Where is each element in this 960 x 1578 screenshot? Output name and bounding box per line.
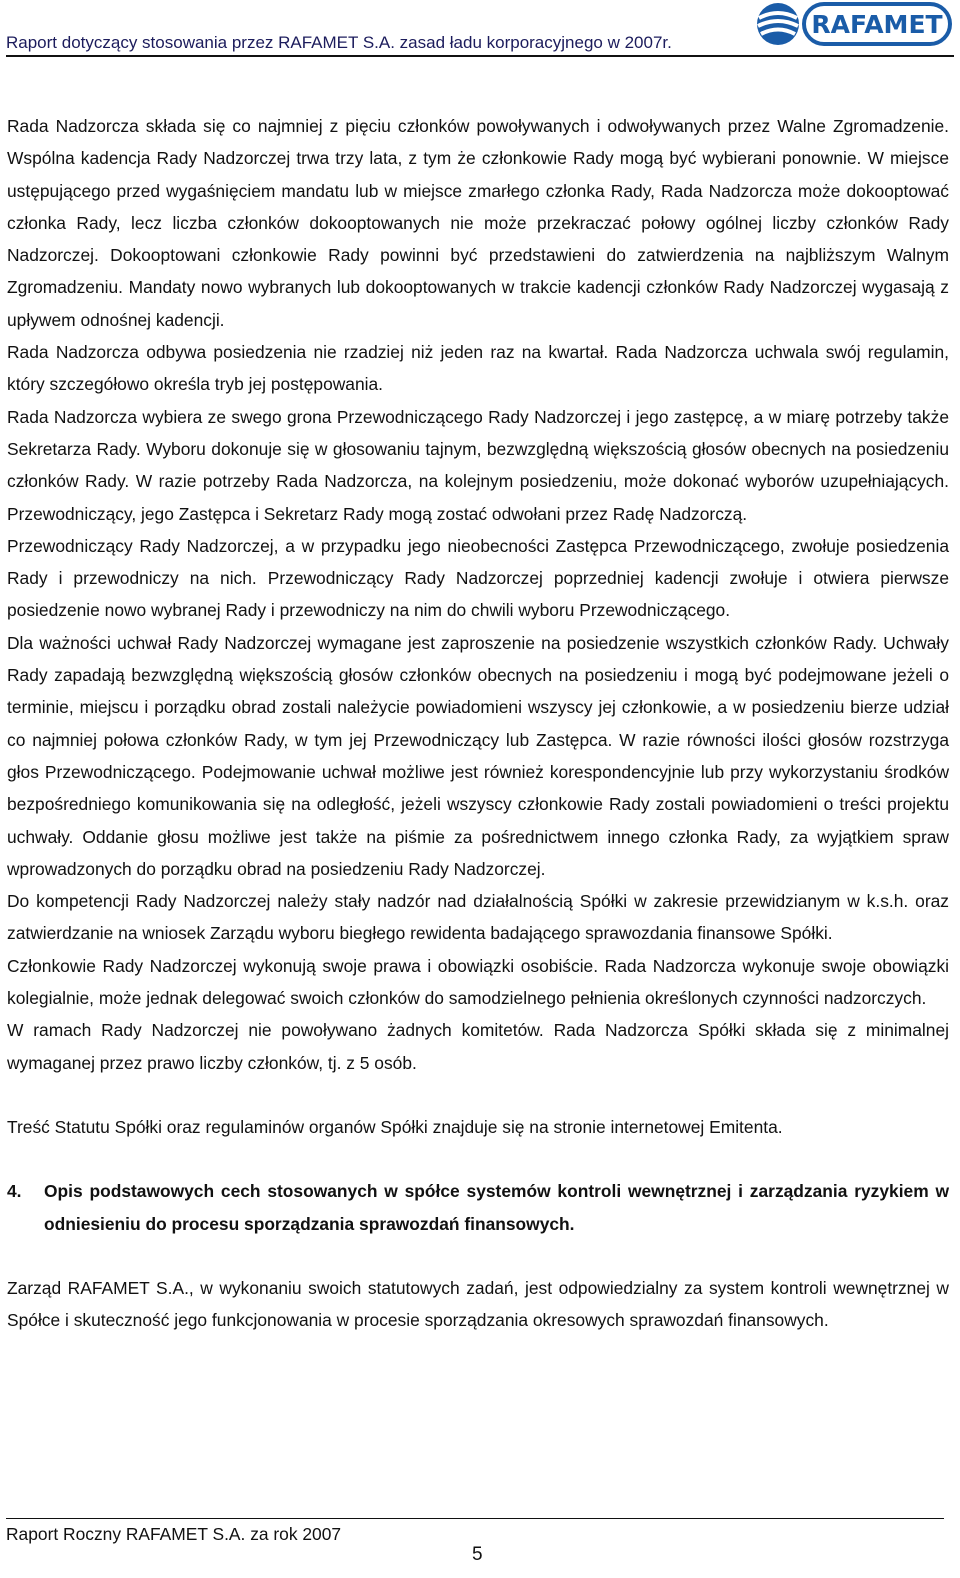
header-divider xyxy=(6,55,954,57)
page-number: 5 xyxy=(472,1544,483,1565)
footer-divider xyxy=(6,1518,944,1519)
rafamet-logo xyxy=(754,0,954,48)
page-footer xyxy=(6,1518,944,1545)
section-heading xyxy=(7,1175,949,1240)
header-title: Raport dotyczący stosowania przez RAFAMET S.A. zasad ładu korporacyjnego w 2007r. xyxy=(6,33,672,52)
paragraph-statute-info: Treść Statutu Spółki oraz regulaminów organów Spółki znajduje się na stronie internetowej Emitenta. xyxy=(7,1116,783,1137)
paragraph-chairman-election: Rada Nadzorcza wybiera ze swego grona Przewodniczącego Rady Nadzorczej i jego zastępcę, a w miarę potrzeby także Sekretarza Rady. Wyboru dokonuje się w głosowaniu tajnym, bezwzględną większością głosów obecnych na posiedzeniu członków Rady. W razie potrzeby Rada Nadzorcza, na kolejnym posiedzeniu, może dokonać wyborów uzupełniających. Przewodniczący, jego Zastępca i Sekretarz Rady mogą zostać odwołani przez Radę Nadzorczą. xyxy=(7,406,949,524)
document-body xyxy=(7,110,949,1336)
globe-icon xyxy=(757,3,799,45)
footer-text: Raport Roczny RAFAMET S.A. za rok 2007 xyxy=(6,1524,342,1544)
paragraph-resolutions: Dla ważności uchwał Rady Nadzorczej wymagane jest zaproszenie na posiedzenie wszystkich członków Rady. Uchwały Rady zapadają bezwzględną większością głosów członków obecnych na posiedzeniu i mogą być podejmowane jeżeli o terminie, miejscu i porządku obrad zostali należycie powiadomieni wszyscy jej członkowie, a w posiedzeniu bierze udział co najmniej połowa członków Rady, w tym jej Przewodniczący lub Zastępca. W razie równości ilości głosów rozstrzyga głos Przewodniczącego. Podejmowanie uchwał możliwe jest również korespondencyjnie lub przy wykorzystaniu środków bezpośredniego komunikowania się na odległość, jeżeli wszyscy członkowie Rady zostali powiadomieni o treści projektu uchwały. Oddanie głosu możliwe jest także na piśmie za pośrednictwem innego członka Rady, za wyjątkiem spraw wprowadzonych do porządku obrad na posiedzeniu Rady Nadzorczej. xyxy=(7,632,949,879)
svg-text:RAFAMET: RAFAMET xyxy=(811,10,943,39)
section-number: 4. xyxy=(7,1181,22,1202)
paragraph-committees: W ramach Rady Nadzorczej nie powoływano żadnych komitetów. Rada Nadzorcza Spółki składa się z minimalnej wymaganej przez prawo liczby członków, tj. z 5 osób. xyxy=(7,1020,949,1073)
section-title: Opis podstawowych cech stosowanych w spółce systemów kontroli wewnętrznej i zarządzania ryzykiem w odniesieniu do procesu sporządzania sprawozdań finansowych. xyxy=(44,1181,949,1234)
paragraph-convening-meetings: Przewodniczący Rady Nadzorczej, a w przypadku jego nieobecności Zastępca Przewodniczącego, zwołuje posiedzenia Rady i przewodniczy na nich. Przewodniczący Rady Nadzorczej poprzedniej kadencji zwołuje i otwiera pierwsze posiedzenie nowo wybranej Rady i przewodniczy na nim do chwili wyboru Przewodniczącego. xyxy=(7,535,949,621)
page-header xyxy=(6,0,954,58)
paragraph-internal-control: Zarząd RAFAMET S.A., w wykonaniu swoich statutowych zadań, jest odpowiedzialny za system kontroli wewnętrznej w Spółce i skuteczność jego funkcjonowania w procesie sporządzania okresowych sprawozdań finansowych. xyxy=(7,1277,949,1331)
paragraph-supervisory-board-composition: Rada Nadzorcza składa się co najmniej z pięciu członków powoływanych i odwoływanych przez Walne Zgromadzenie. Wspólna kadencja Rady Nadzorczej trwa trzy lata, z tym że członkowie Rady mogą być wybierani ponownie. W miejsce ustępującego przed wygaśnięciem mandatu lub w miejsce zmarłego członka Rady, Rada Nadzorcza może dokooptować członka Rady, lecz liczba członków dokooptowanych nie może przekraczać połowy ogólnej liczby członków Rady Nadzorczej. Dokooptowani członkowie Rady powinni być przedstawieni do zatwierdzenia na najbliższym Walnym Zgromadzeniu. Mandaty nowo wybranych lub dokooptowanych w trakcie kadencji członków Rady Nadzorczej wygasają z upływem odnośnej kadencji. xyxy=(7,116,949,330)
paragraph-duties: Członkowie Rady Nadzorczej wykonują swoje prawa i obowiązki osobiście. Rada Nadzorcza wykonuje swoje obowiązki kolegialnie, może jednak delegować swoich członków do samodzielnego pełnienia określonych czynności nadzorczych. xyxy=(7,955,949,1009)
paragraph-competences: Do kompetencji Rady Nadzorczej należy stały nadzór nad działalnością Spółki w zakresie przewidzianym w k.s.h. oraz zatwierdzanie na wniosek Zarządu wyboru biegłego rewidenta badającego sprawozdania finansowe Spółki. xyxy=(7,891,949,944)
paragraph-meetings: Rada Nadzorcza odbywa posiedzenia nie rzadziej niż jeden raz na kwartał. Rada Nadzorcza uchwala swój regulamin, który szczegółowo określa tryb jej postępowania. xyxy=(7,342,949,395)
